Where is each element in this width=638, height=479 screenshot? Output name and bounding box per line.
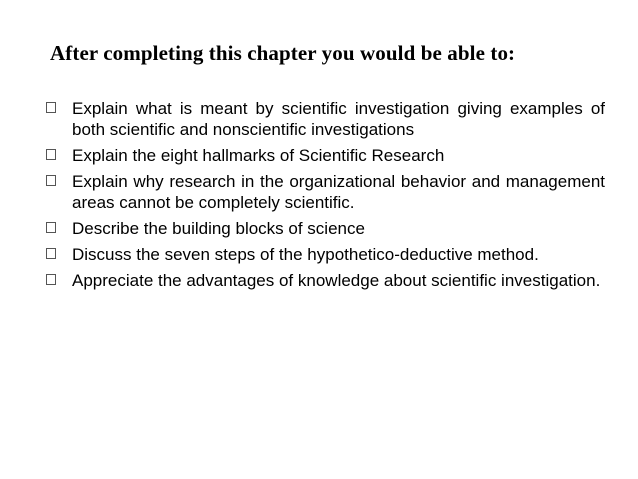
objectives-list (43, 98, 605, 296)
list-item (43, 244, 605, 265)
list-item (43, 218, 605, 239)
square-bullet-icon (46, 175, 56, 186)
list-item (43, 171, 605, 213)
list-item (43, 98, 605, 140)
square-bullet-icon (46, 149, 56, 160)
list-item-text: Discuss the seven steps of the hypothetico-deductive method. (72, 245, 539, 264)
slide-title: After completing this chapter you would be able to: (50, 41, 516, 65)
list-item-text: Appreciate the advantages of knowledge about scientific investigation. (72, 271, 601, 290)
list-item-text: Explain why research in the organizational behavior and management areas cannot be completely scientific. (72, 172, 605, 212)
square-bullet-icon (46, 274, 56, 285)
list-item-text: Describe the building blocks of science (72, 219, 365, 238)
square-bullet-icon (46, 222, 56, 233)
list-item-text: Explain the eight hallmarks of Scientific Research (72, 146, 445, 165)
list-item (43, 145, 605, 166)
list-item (43, 270, 605, 291)
square-bullet-icon (46, 248, 56, 259)
list-item-text: Explain what is meant by scientific investigation giving examples of both scientific and nonscientific investigations (72, 99, 605, 139)
square-bullet-icon (46, 102, 56, 113)
